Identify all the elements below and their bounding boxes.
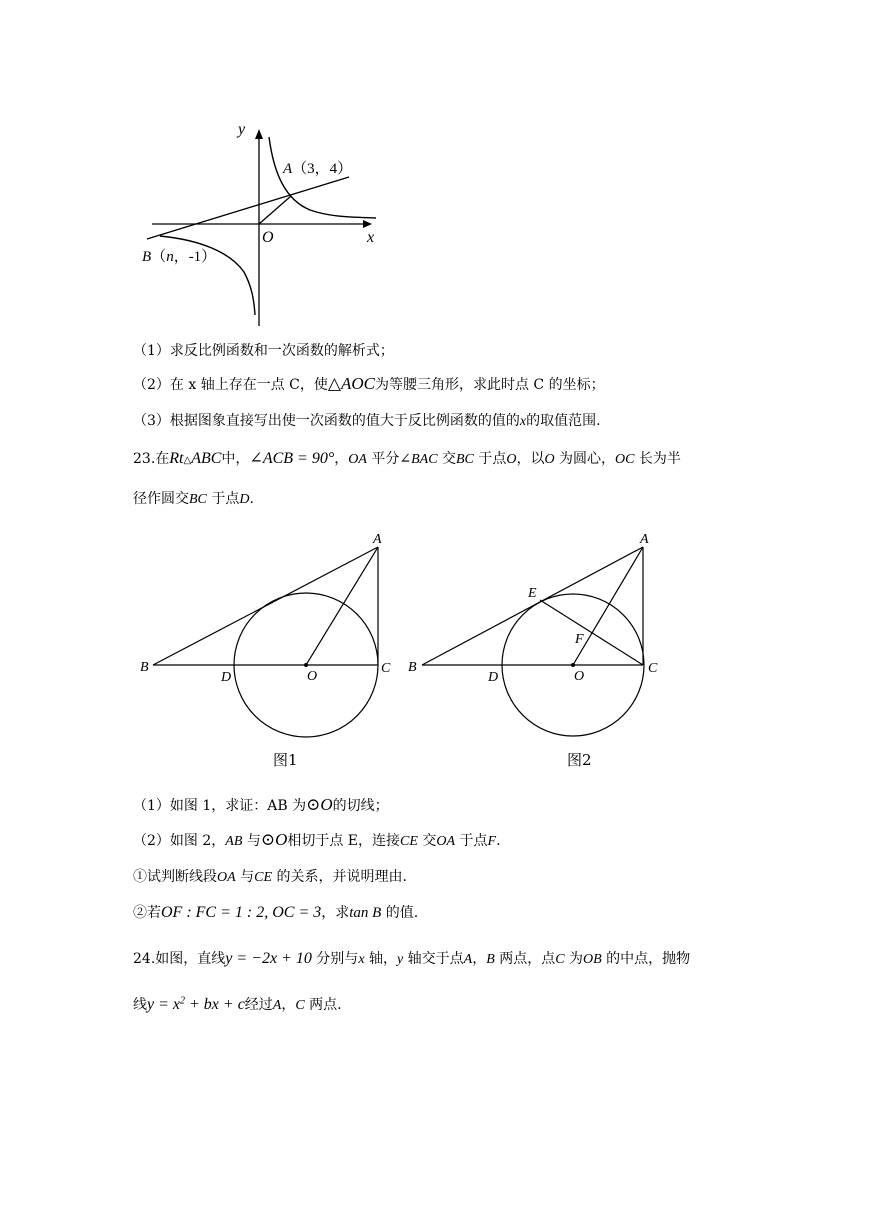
- q23-sub1: ①试判断线段OA 与CE 的关系，并说明理由.: [133, 869, 407, 885]
- figure-1: [130, 525, 400, 765]
- q23-sub2: ②若OF : FC = 1 : 2, OC = 3，求tan B 的值.: [133, 904, 419, 921]
- q23-line1: 23.在Rt△ABC中，∠ACB = 90°，OA 平分∠BAC 交BC 于点O，以O 为圆心，OC 长为半: [133, 450, 681, 467]
- q23-part1: （1）如图 1，求证：AB 为⊙O的切线；: [133, 795, 389, 814]
- segment-ce: [540, 600, 643, 665]
- q24-line1: 24.如图，直线y = −2x + 10 分别与x 轴，y 轴交于点A，B 两点，点C 为OB 的中点，抛物: [133, 950, 691, 967]
- label-c: C: [648, 661, 658, 676]
- y-axis-arrow: [255, 129, 263, 139]
- center-dot: [571, 663, 575, 667]
- x-axis-arrow: [363, 220, 372, 228]
- label-f: F: [575, 632, 584, 647]
- label-a: A: [640, 532, 649, 547]
- label-b: B: [408, 660, 417, 675]
- figure-1-caption: 图1: [273, 751, 298, 769]
- segment-oa: [306, 547, 378, 665]
- segment-oa: [573, 547, 643, 665]
- function-graph: [140, 115, 390, 335]
- q22-part1: （1）求反比例函数和一次函数的解析式；: [133, 343, 394, 359]
- point-a-label: A（3，4）: [283, 161, 353, 177]
- q24-line2: 线$y = x^2$ + bx + c经过A，C 两点.: [133, 995, 342, 1013]
- q23-part2: （2）如图 2，AB 与⊙O相切于点 E，连接CE 交OA 于点F.: [133, 830, 501, 849]
- label-c: C: [381, 661, 391, 676]
- linear-function-line: [147, 177, 349, 239]
- center-dot: [304, 663, 308, 667]
- q22-part2: （2）在 x 轴上存在一点 C，使△AOC为等腰三角形，求此时点 C 的坐标；: [133, 374, 605, 393]
- label-a: A: [373, 532, 382, 547]
- figure-2-caption: 图2: [567, 751, 592, 769]
- label-o: O: [307, 669, 318, 684]
- label-o: O: [574, 669, 585, 684]
- q22-part3: （3）根据图象直接写出使一次函数的值大于反比例函数的值的x的取值范围.: [133, 413, 601, 429]
- y-axis-label: y: [238, 121, 246, 138]
- hyperbola-branch-1: [269, 137, 376, 218]
- origin-label: O: [262, 229, 274, 246]
- x-axis-label: x: [367, 229, 375, 246]
- label-e: E: [528, 586, 537, 601]
- label-b: B: [140, 660, 149, 675]
- figure-2: [400, 525, 670, 765]
- label-d: D: [488, 670, 499, 685]
- q23-line2: 径作圆交BC 于点D.: [133, 491, 254, 507]
- label-d: D: [221, 670, 232, 685]
- hyperbola-branch-2: [160, 236, 255, 315]
- point-b-label: B（n，-1）: [142, 249, 217, 265]
